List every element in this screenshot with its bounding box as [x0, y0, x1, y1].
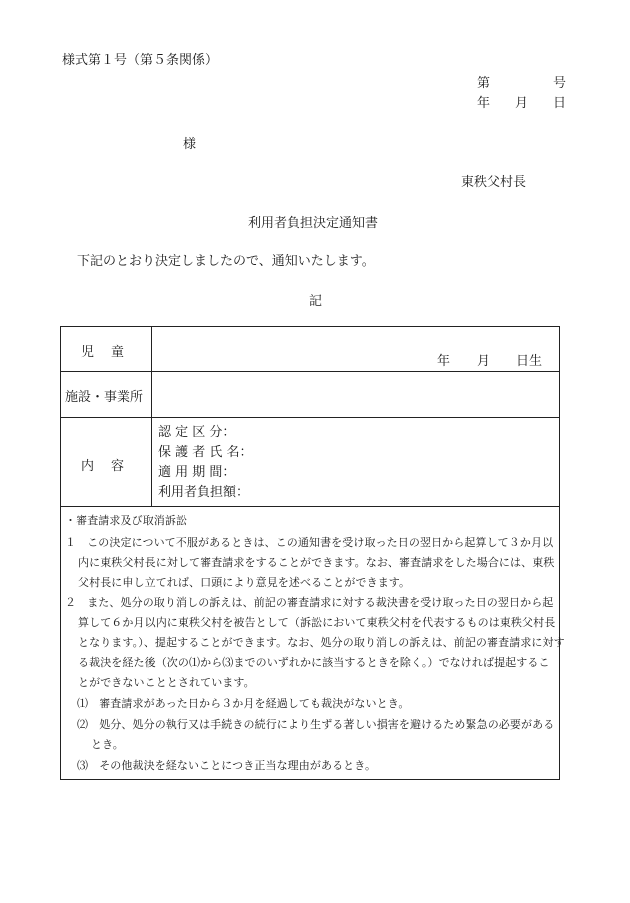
note-line: ⑴ 審査請求があった日から３か月を経過しても裁決がないとき。: [77, 697, 410, 710]
row-divider: [61, 417, 559, 418]
note-line: ⑵ 処分、処分の執行又は手続きの続行により生ずる著しい損害を避けるため緊急の必要がある: [77, 718, 555, 731]
content-item: 認 定 区 分：: [158, 425, 236, 440]
dob-suffix: 日生: [516, 354, 543, 369]
note-line: る裁決を経た後（次の⑴から⑶までのいずれかに該当するときを除く。）でなければ提起するこ: [78, 656, 550, 669]
sender-name: 東秩父村長: [461, 175, 527, 190]
content-label: 内 容: [81, 459, 127, 474]
date-year: 年: [477, 96, 491, 111]
note-line: とき。: [91, 738, 124, 751]
note-line: 算して６か月以内に東秩父村を被告として（訴訟において東秩父村を代表するものは東秩父村長: [78, 616, 556, 629]
note-line: ⑶ その他裁決を経ないことにつき正当な理由があるとき。: [77, 759, 377, 772]
ki-marker: 記: [309, 294, 323, 309]
content-item: 適 用 期 間：: [158, 465, 236, 480]
form-number: 様式第１号（第５条関係）: [62, 53, 219, 68]
intro-text: 下記のとおり決定しましたので、通知いたします。: [77, 254, 375, 269]
note-line: 父村長に申し立てれば、口頭により意見を述べることができます。: [78, 576, 411, 589]
dob-year: 年: [437, 354, 451, 369]
row-divider: [61, 371, 559, 372]
note-line: ２ また、処分の取り消しの訴えは、前記の審査請求に対する裁決書を受け取った日の翌日から起: [65, 596, 554, 609]
notes-heading: ・審査請求及び取消訴訟: [65, 514, 188, 527]
child-label: 児 童: [81, 345, 127, 360]
note-line: となります。）、提起することができます。なお、処分の取り消しの訴えは、前記の審査請求に対す: [78, 636, 565, 649]
decision-table: [60, 326, 565, 780]
note-line: 内に東秩父村長に対して審査請求をすることができます。なお、審査請求をした場合には、東秩: [78, 556, 555, 569]
note-line: １ この決定について不服があるときは、この通知書を受け取った日の翌日から起算して３か月以: [65, 536, 554, 549]
row-divider: [61, 506, 559, 507]
facility-label: 施設・事業所: [65, 390, 144, 405]
date-month: 月: [515, 96, 529, 111]
doc-number-suffix: 号: [553, 76, 567, 91]
content-item: 保 護 者 氏 名：: [158, 445, 253, 460]
addressee-honorific: 様: [183, 137, 197, 152]
dob-month: 月: [477, 354, 491, 369]
content-item: 利用者負担額：: [158, 485, 250, 500]
doc-number-prefix: 第: [477, 76, 491, 91]
document-title: 利用者負担決定通知書: [248, 216, 379, 231]
note-line: とができないこととされています。: [78, 676, 255, 689]
column-divider: [151, 327, 152, 506]
date-day: 日: [553, 96, 567, 111]
